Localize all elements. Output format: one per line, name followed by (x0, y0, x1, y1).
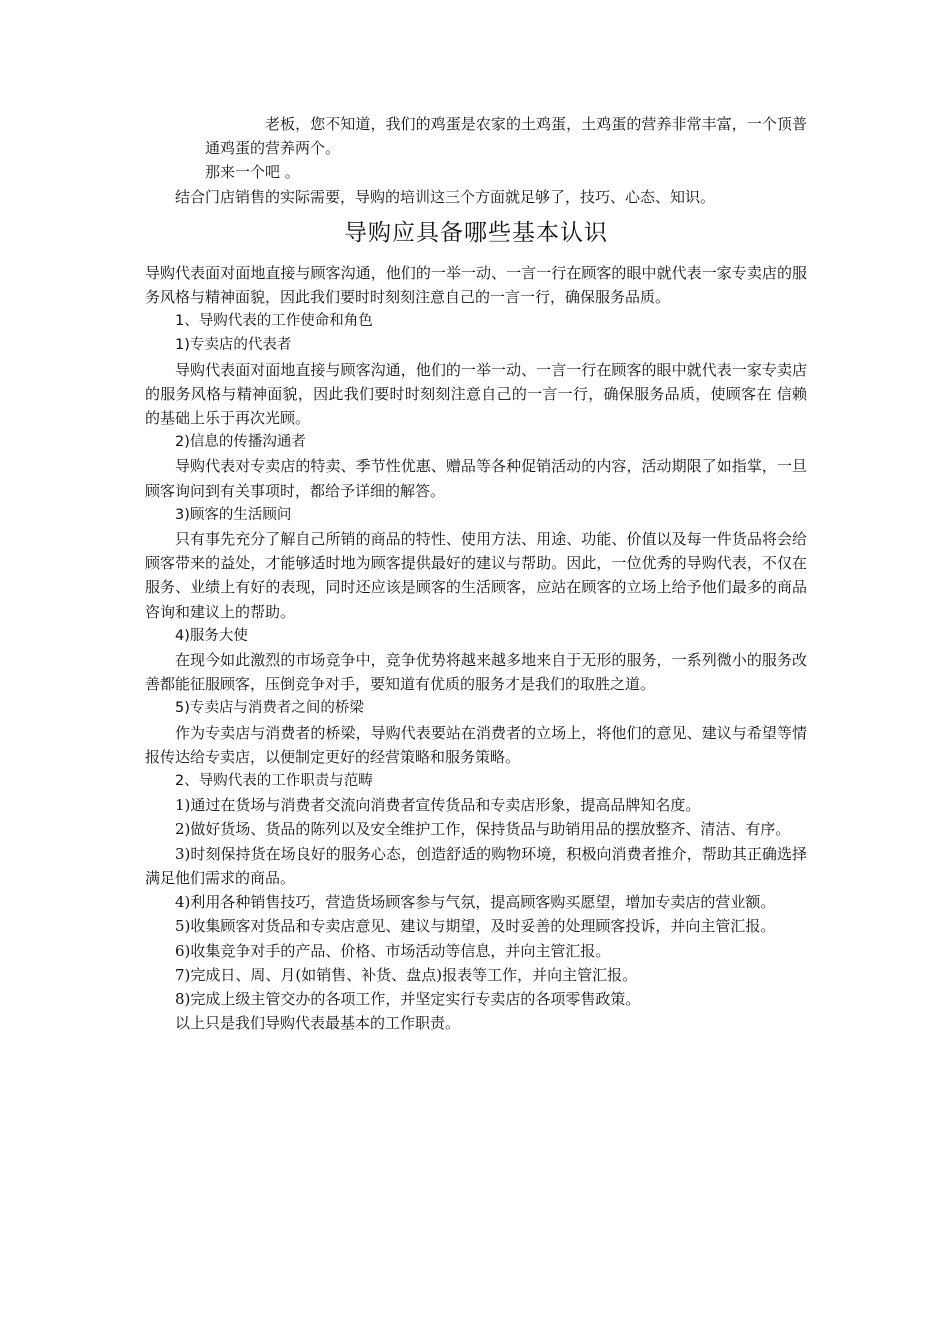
document-title: 导购应具备哪些基本认识 (344, 219, 608, 246)
duty-8: 8)完成上级主管交办的各项工作，并坚定实行专卖店的各项零售政策。 (175, 989, 641, 1008)
role-2-heading: 2)信息的传播沟通者 (175, 434, 306, 451)
intro-text-1: 老板，您不知道，我们的鸡蛋是农家的土鸡蛋，土鸡蛋的营养非常丰富，一个顶普通鸡蛋的营养两个。 (205, 115, 807, 158)
closing-paragraph: 以上只是我们导购代表最基本的工作职责。 (175, 1014, 461, 1033)
duty-3: 3)时刻保持货在场良好的服务心态，创造舒适的购物环境，积极向消费者推介，帮助其正确选择满足他们需求的商品。 (145, 844, 807, 887)
lead-paragraph: 导购代表面对面地直接与顾客沟通，他们的一举一动、一言一行在顾客的眼中就代表一家专卖店的服务风格与精神面貌，因此我们要时时刻刻注意自己的一言一行，确保服务品质。 (145, 263, 807, 307)
role-4-text: 在现今如此激烈的市场竞争中，竞争优势将越来越多地来自于无形的服务，一系列微小的服务改善都能征服顾客，压倒竞争对手，要知道有优质的服务才是我们的取胜之道。 (145, 651, 807, 694)
role-5-heading: 5)专卖店与消费者之间的桥梁 (175, 700, 364, 717)
duty-5: 5)收集顾客对货品和专卖店意见、建议与期望，及时妥善的处理顾客投诉，并向主管汇报。 (175, 917, 776, 936)
role-1-heading: 1)专卖店的代表者 (175, 337, 292, 354)
intro-paragraph-1 (145, 112, 807, 160)
role-4-heading: 4)服务大使 (175, 627, 248, 644)
section1-heading: 1、导购代表的工作使命和角色 (175, 313, 373, 330)
role-3-heading: 3)顾客的生活顾问 (175, 506, 292, 523)
duty-1: 1)通过在货场与消费者交流向消费者宣传货品和专卖店形象，提高品牌知名度。 (175, 796, 701, 815)
role-3-text: 只有事先充分了解自己所销的商品的特性、使用方法、用途、功能、价值以及每一件货品将会给顾客带来的益处，才能够适时地为顾客提供最好的建议与帮助。因此，一位优秀的导购代表，不仅在服务、业绩上有好的表现，同时还应该是顾客的生活顾客，应站在顾客的立场上给予他们最多的商品咨询和建议上的帮助。 (145, 530, 807, 621)
duty-6: 6)收集竞争对手的产品、价格、市场活动等信息，并向主管汇报。 (175, 941, 611, 960)
role-5-text: 作为专卖店与消费者的桥梁，导购代表要站在消费者的立场上，将他们的意见、建议与希望等情报传达给专卖店，以便制定更好的经营策略和服务策略。 (145, 723, 807, 766)
intro-paragraph-3: 结合门店销售的实际需要，导购的培训这三个方面就足够了，技巧、心态、知识。 (175, 187, 716, 206)
document-body (145, 112, 807, 1035)
intro-paragraph-2: 那来一个吧 。 (205, 163, 300, 182)
section2-heading: 2、导购代表的工作职责与范畴 (175, 773, 373, 790)
duty-4: 4)利用各种销售技巧，营造货场顾客参与气氛，提高顾客购买愿望，增加专卖店的营业额。 (175, 893, 776, 912)
role-2-text: 导购代表对专卖店的特卖、季节性优惠、赠品等各种促销活动的内容，活动期限了如指掌，一旦顾客询问到有关事项时，都给予详细的解答。 (145, 457, 807, 500)
duty-2: 2)做好货场、货品的陈列以及安全维护工作，保持货品与助销用品的摆放整齐、清洁、有序。 (175, 820, 791, 839)
role-1-text: 导购代表面对面地直接与顾客沟通，他们的一举一动、一言一行在顾客的眼中就代表一家专卖店的服务风格与精神面貌，因此我们要时时刻刻注意自己的一言一行，确保服务品质，使顾客在 信赖 的基础上乐于再次光顾。 (145, 360, 807, 428)
duty-7: 7)完成日、周、月(如销售、补货、盘点)报表等工作，并向主管汇报。 (175, 965, 638, 984)
